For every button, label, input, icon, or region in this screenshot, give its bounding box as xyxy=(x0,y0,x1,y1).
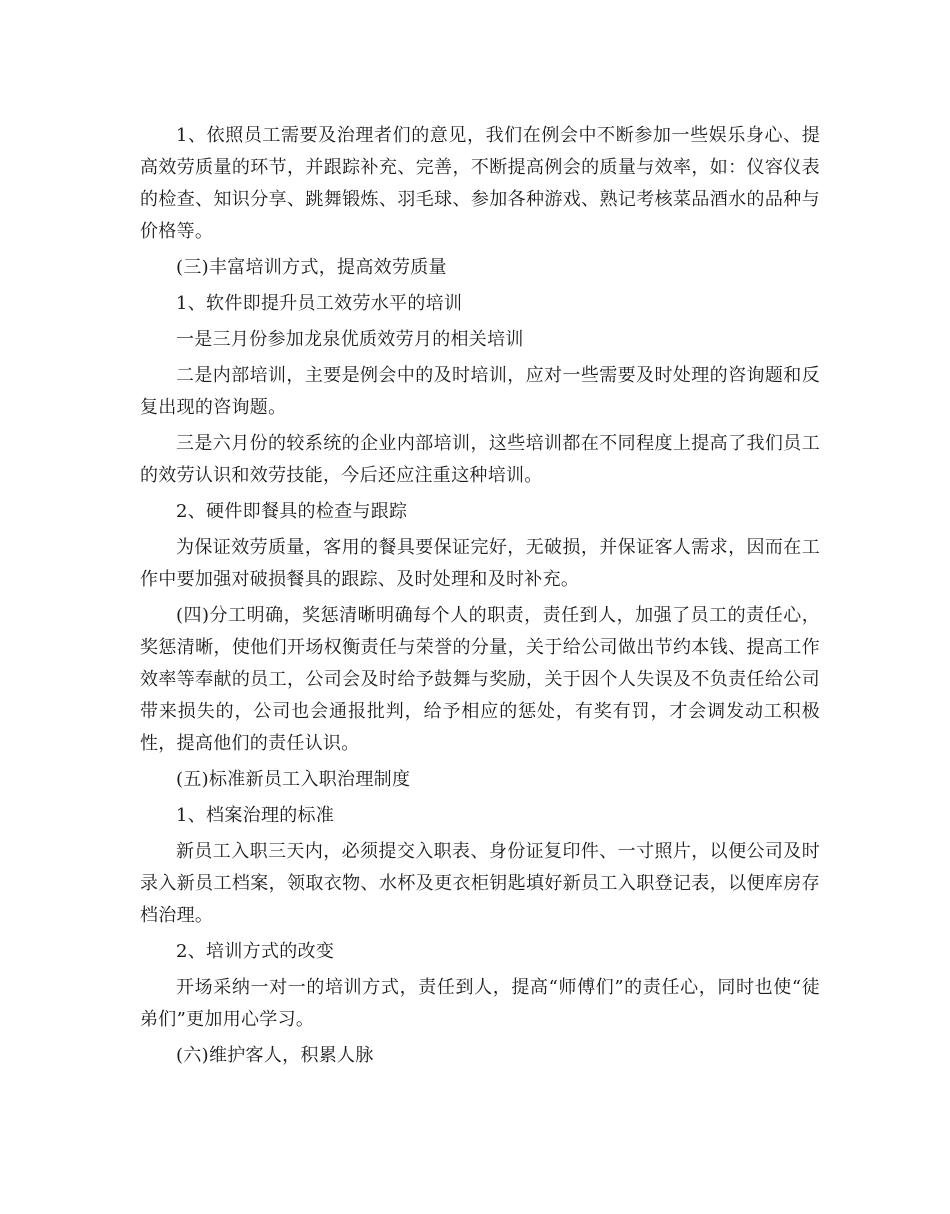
paragraph-new-employee-records: 新员工入职三天内，必须提交入职表、身份证复印件、一寸照片，以便公司及时录入新员工档案，领取衣物、水杯及更衣柜钥匙填好新员工入职登记表，以便库房存档治理。 xyxy=(140,841,820,926)
subheading-training-method: 2、培训方式的改变 xyxy=(176,941,335,962)
subheading-software-training: 1、软件即提升员工效劳水平的培训 xyxy=(176,293,463,314)
paragraph-june-training: 三是六月份的较系统的企业内部培训，这些培训都在不同程度上提高了我们员工的效劳认识和效劳技能，今后还应注重这种培训。 xyxy=(140,433,820,486)
subheading-records-management: 1、档案治理的标准 xyxy=(176,805,335,826)
paragraph-march-training: 一是三月份参加龙泉优质效劳月的相关培训 xyxy=(176,329,524,350)
paragraph-meeting-improvements: 1、依照员工需要及治理者们的意见，我们在例会中不断参加一些娱乐身心、提高效劳质量的环节，并跟踪补充、完善，不断提高例会的质量与效率，如：仪容仪表的检查、知识分享、跳舞锻炼、羽毛球、参加各种游戏、熟记考核菜品酒水的品种与价格等。 xyxy=(140,125,820,242)
paragraph-internal-training: 二是内部培训，主要是例会中的及时培训，应对一些需要及时处理的咨询题和反复出现的咨询题。 xyxy=(140,365,820,418)
section-heading-training: (三)丰富培训方式，提高效劳质量 xyxy=(176,257,447,278)
paragraph-mentorship: 开场采纳一对一的培训方式，责任到人，提高“师傅们”的责任心，同时也使“徒弟们”更加用心学习。 xyxy=(140,977,820,1030)
subheading-hardware-tableware: 2、硬件即餐具的检查与跟踪 xyxy=(176,501,408,522)
paragraph-tableware-quality: 为保证效劳质量，客用的餐具要保证完好，无破损，并保证客人需求，因而在工作中要加强对破损餐具的跟踪、及时处理和及时补充。 xyxy=(140,537,820,590)
paragraph-division-of-labor: (四)分工明确，奖惩清晰明确每个人的职责，责任到人，加强了员工的责任心，奖惩清晰，使他们开场权衡责任与荣誉的分量，关于给公司做出节约本钱、提高工作效率等奉献的员工，公司会及时给予鼓舞与奖励，关于因个人失误及不负责任给公司带来损失的，公司也会通报批判，给予相应的惩处，有奖有罚，才会调发动工积极性，提高他们的责任认识。 xyxy=(140,605,820,754)
section-heading-customers: (六)维护客人，积累人脉 xyxy=(176,1045,374,1066)
document-body xyxy=(140,120,820,1076)
section-heading-onboarding: (五)标准新员工入职治理制度 xyxy=(176,769,411,790)
